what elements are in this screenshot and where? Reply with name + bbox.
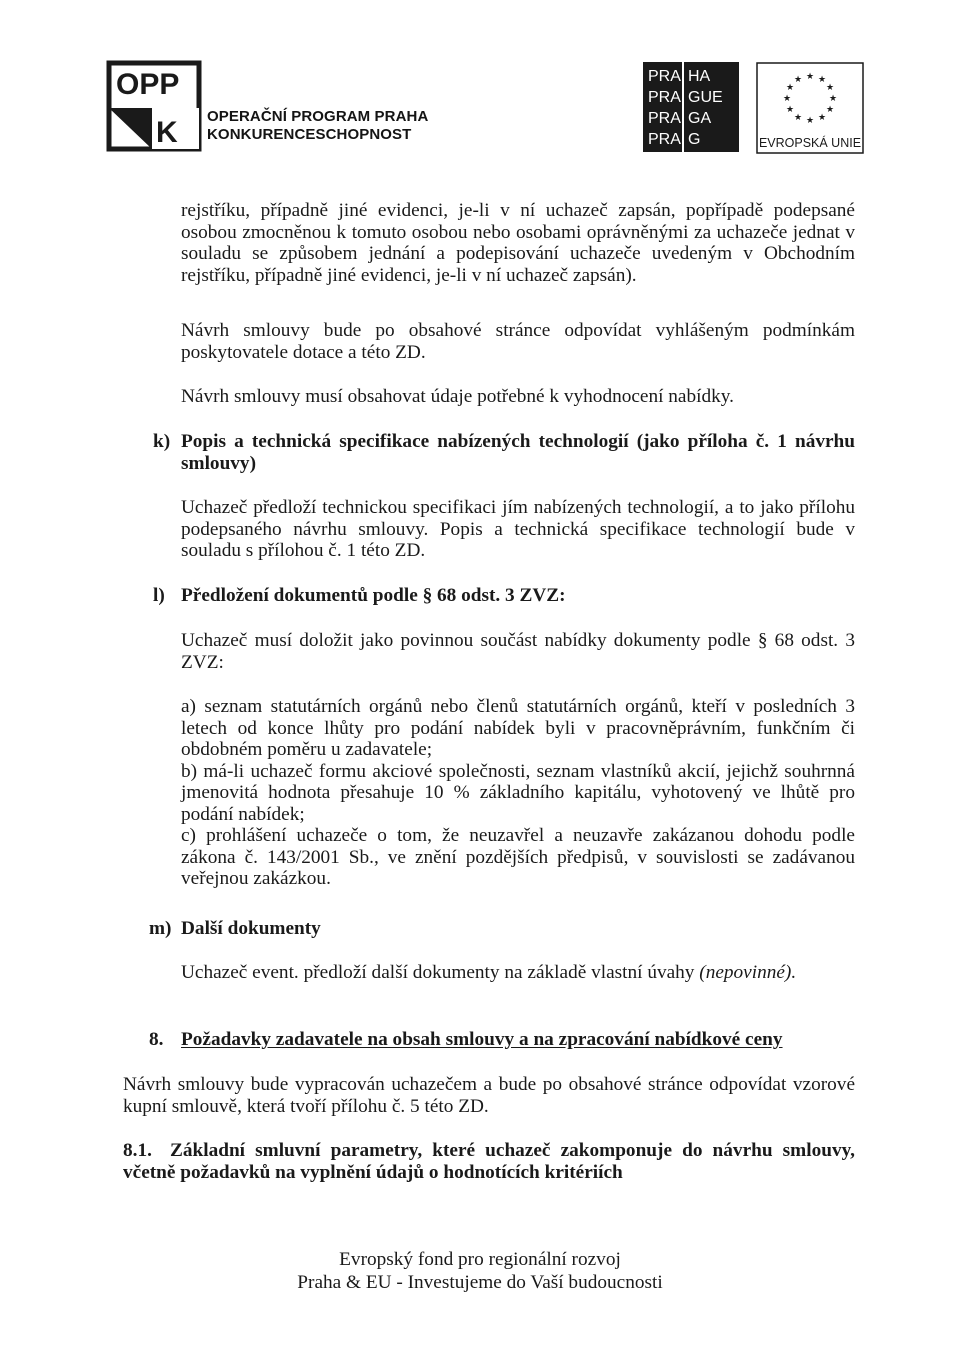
section-m-heading: Další dokumenty (181, 918, 321, 939)
text-line: zákona č. 143/2001 Sb., ve znění pozdějších předpisů, v souvislosti se zadávanou (181, 846, 855, 868)
text-line: kupní smlouvě, která tvoří přílohu č. 5 této ZD. (123, 1095, 489, 1117)
text-line: souladu s přílohou č. 1 této ZD. (181, 540, 426, 561)
eu-logo (756, 62, 864, 154)
paragraph-signature (181, 200, 855, 286)
svg-text:★: ★ (785, 105, 795, 115)
list-item-b (181, 761, 855, 826)
text-line: ZVZ: (181, 651, 224, 673)
svg-text:★: ★ (793, 113, 803, 123)
text-line: rejstříku, případně jiné evidenci, je-li v ní uchazeč zapsán, popřípadě podepsané (181, 200, 855, 221)
praha-logo-mark-icon (643, 62, 739, 152)
section-8-1-heading (123, 1140, 855, 1183)
text-line: obdobném poměru u zadavatele; (181, 739, 433, 760)
text-line: Uchazeč předloží technickou specifikaci jím nabízených technologií, a to jako přílohu (181, 497, 855, 518)
praha-row2-left: PRA (648, 89, 681, 106)
text-line: souladu se způsobem jednání a podepisování uchazeče uvedeným v Obchodním (181, 243, 855, 264)
opp-logo-k-text: K (156, 116, 178, 149)
praha-row3-left: PRA (648, 110, 681, 127)
heading-line: včetně požadavků na vyplnění údajů o hodnotících kritériích (123, 1161, 623, 1183)
svg-text:★: ★ (828, 94, 838, 104)
section-k-label: k) (153, 431, 171, 452)
section-m-label: m) (149, 918, 172, 939)
text-line: poskytovatele dotace a této ZD. (181, 341, 426, 363)
praha-row1-right: HA (688, 68, 711, 85)
text-line: Uchazeč musí doložit jako povinnou součást nabídky dokumenty podle § 68 odst. 3 (181, 630, 855, 651)
praha-row2-right: GUE (688, 89, 723, 106)
footer-fund: Evropský fond pro regionální rozvoj (339, 1249, 621, 1270)
text-line: podepsaného návrhu smlouvy. Popis a technická specifikace technologií bude v (181, 518, 855, 540)
svg-text:★: ★ (782, 94, 792, 104)
section-l-heading: Předložení dokumentů podle § 68 odst. 3 ZVZ: (181, 585, 566, 606)
opp-logo-mark-icon (106, 60, 202, 152)
svg-text:★: ★ (785, 83, 795, 93)
praha-row3-right: GA (688, 110, 712, 127)
heading-line: smlouvy) (181, 452, 256, 474)
heading-line: Popis a technická specifikace nabízených technologií (jako příloha č. 1 návrhu (181, 431, 855, 452)
svg-text:★: ★ (825, 105, 835, 115)
footer-motto: Praha & EU - Investujeme do Vaší budoucnosti (297, 1272, 663, 1293)
section-8-text (123, 1074, 855, 1117)
svg-text:★: ★ (817, 75, 827, 85)
section-m-text-main: Uchazeč event. předloží další dokumenty na základě vlastní úvahy (181, 962, 695, 983)
list-item-c (181, 825, 855, 890)
svg-text:★: ★ (793, 75, 803, 85)
text-line: Návrh smlouvy bude vypracován uchazečem a bude po obsahové stránce odpovídat vzorové (123, 1074, 855, 1095)
text-line: letech od konce lhůty pro podání nabídek byli v pracovněprávním, funkčním či (181, 717, 855, 739)
eu-stars-icon (756, 62, 864, 154)
text-line: a) seznam statutárních orgánů nebo členů statutárních orgánů, kteří v posledních 3 (181, 696, 855, 717)
opp-logo (106, 60, 202, 152)
praha-row1-left: PRA (648, 68, 681, 85)
svg-text:★: ★ (817, 113, 827, 123)
text-line: jmenovitá hodnota přesahuje 10 % základního kapitálu, vyhotovený ve lhůtě pro (181, 782, 855, 803)
section-8-number: 8. (149, 1029, 164, 1050)
opp-program-line1: OPERAČNÍ PROGRAM PRAHA (207, 108, 429, 125)
text-line: c) prohlášení uchazeče o tom, že neuzavřel a neuzavře zakázanou dohodu podle (181, 825, 855, 846)
text-line: rejstříku, případně jiné evidenci, je-li v ní uchazeč zapsán). (181, 264, 637, 286)
opp-program-name (207, 108, 428, 144)
svg-text:★: ★ (805, 72, 815, 82)
section-8-1-number: 8.1. (123, 1140, 152, 1161)
section-m-text-optional: (nepovinné). (699, 962, 797, 983)
section-l-intro (181, 630, 855, 673)
paragraph-conditions (181, 320, 855, 363)
text-line: podání nabídek; (181, 803, 305, 825)
praha-row4-left: PRA (648, 131, 681, 148)
list-item-a (181, 696, 855, 761)
text-line: Návrh smlouvy bude po obsahové stránce odpovídat vyhlášeným podmínkám (181, 320, 855, 341)
praha-row4-right: G (688, 131, 701, 148)
section-l-label: l) (153, 585, 165, 606)
text-line: b) má-li uchazeč formu akciové společnosti, seznam vlastníků akcií, jejichž souhrnná (181, 760, 855, 782)
svg-text:★: ★ (825, 83, 835, 93)
opp-logo-top-text: OPP (116, 68, 180, 101)
section-m-text (181, 962, 855, 984)
paragraph-evaluation: Návrh smlouvy musí obsahovat údaje potřebné k vyhodnocení nabídky. (181, 386, 734, 407)
eu-label: EVROPSKÁ UNIE (758, 136, 862, 150)
opp-program-line2: KONKURENCESCHOPNOST (207, 126, 412, 143)
text-line: osobou zmocněnou k tomuto osobou nebo osobami oprávněnými za uchazeče jednat v (181, 221, 855, 243)
heading-line: Základní smluvní parametry, které uchazeč zakomponuje do návrhu smlouvy, (170, 1140, 855, 1161)
text-line: veřejnou zakázkou. (181, 868, 331, 889)
section-k-heading (181, 431, 855, 474)
svg-text:★: ★ (805, 116, 815, 126)
praha-logo (643, 62, 739, 152)
section-l-items (181, 696, 855, 890)
section-8-heading: Požadavky zadavatele na obsah smlouvy a na zpracování nabídkové ceny (181, 1029, 783, 1050)
section-k-text (181, 497, 855, 562)
